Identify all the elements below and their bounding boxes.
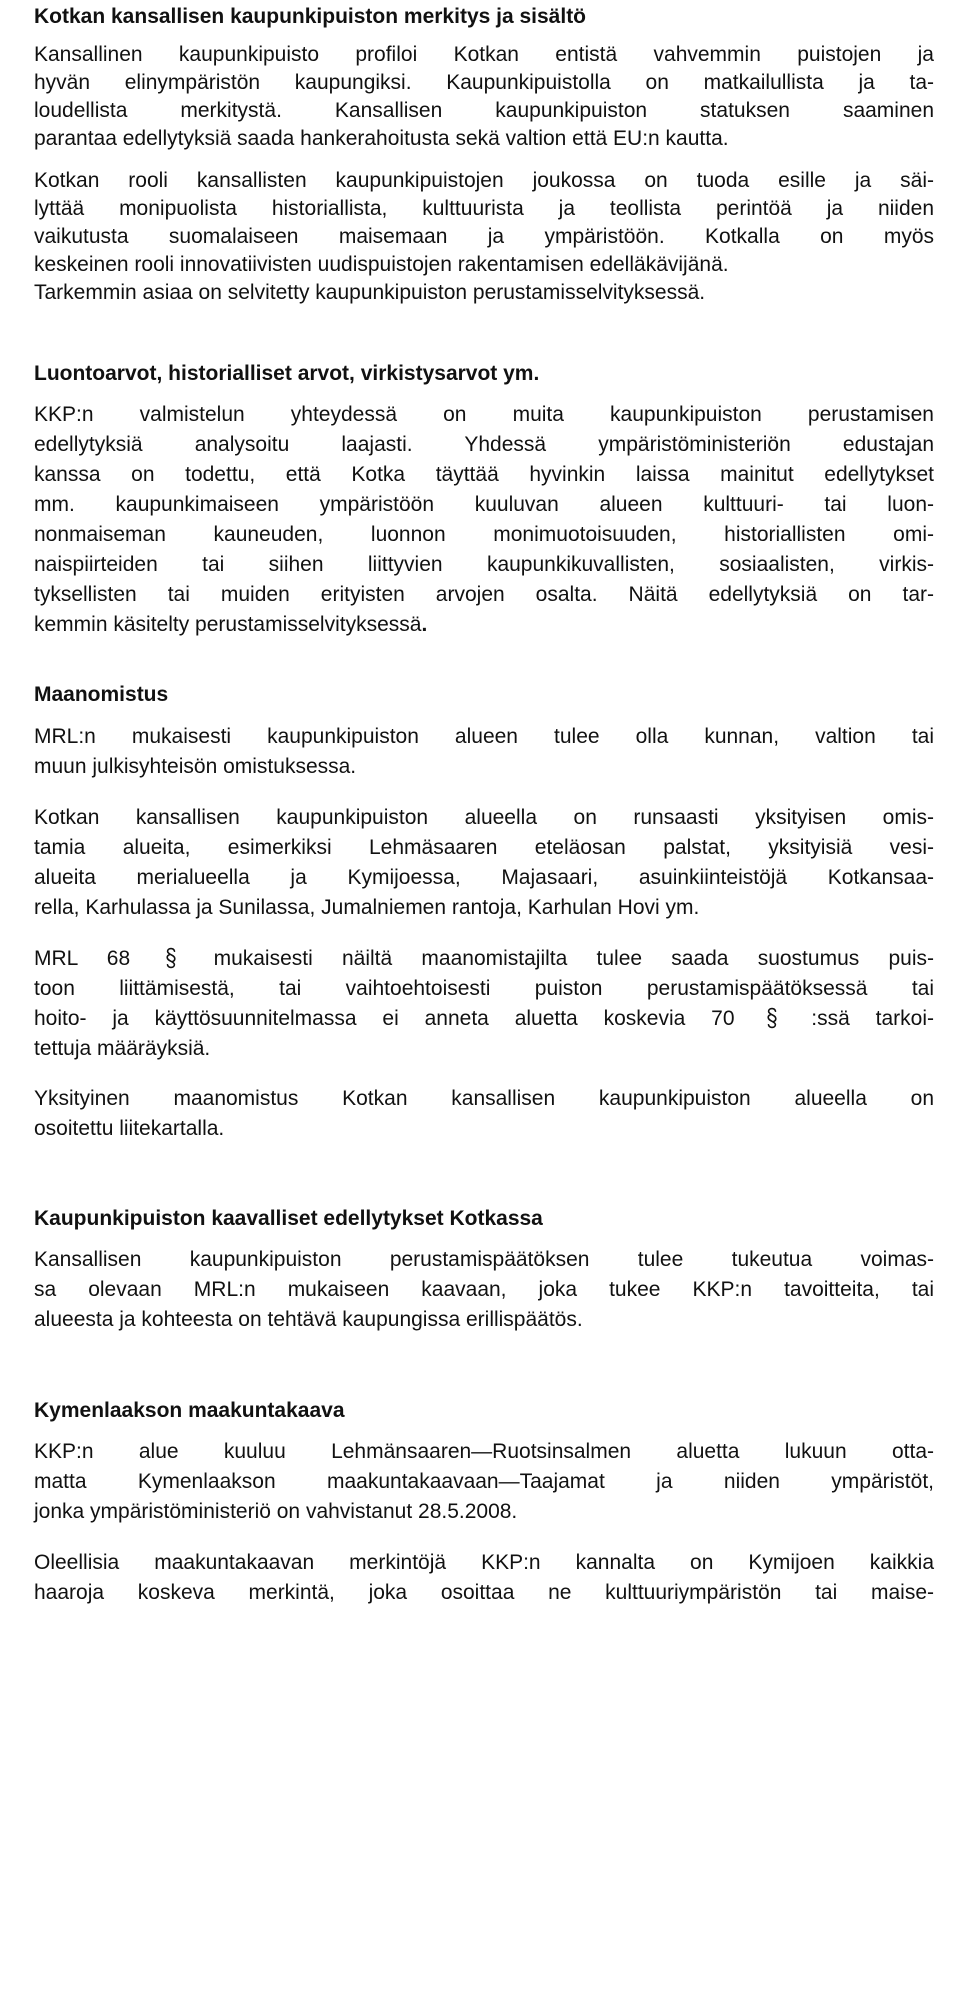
paragraph: [34, 167, 934, 307]
paragraph: [34, 1437, 934, 1527]
text-line: Kansallinen kaupunkipuisto profiloi Kotkan entistä vahvemmin puistojen ja: [34, 43, 934, 66]
section-heading: Maanomistus: [34, 683, 169, 706]
text-line: kanssa on todettu, että Kotka täyttää hyvinkin laissa mainitut edellytykset: [34, 463, 934, 486]
text-line: KKP:n alue kuuluu Lehmänsaaren—Ruotsinsalmen aluetta lukuun otta-: [34, 1440, 934, 1463]
section-heading: Kotkan kansallisen kaupunkipuiston merkitys ja sisältö: [34, 5, 587, 28]
text-line: edellytyksiä analysoitu laajasti. Yhdessä ympäristöministeriön edustajan: [34, 433, 934, 456]
text-line: Kotkan rooli kansallisten kaupunkipuistojen joukossa on tuoda esille ja säi-: [34, 169, 934, 192]
text-line: tamia alueita, esimerkiksi Lehmäsaaren eteläosan palstat, yksityisiä vesi-: [34, 836, 934, 859]
paragraph: [34, 944, 934, 1064]
paragraph: [34, 400, 934, 640]
text-line: vaikutusta suomalaiseen maisemaan ja ympäristöön. Kotkalla on myös: [34, 225, 934, 248]
text-line: mm. kaupunkimaiseen ympäristöön kuuluvan alueen kulttuuri- tai luon-: [34, 493, 934, 516]
text-line: Tarkemmin asiaa on selvitetty kaupunkipuiston perustamisselvityksessä.: [34, 281, 706, 304]
text-line: hyvän elinympäristön kaupungiksi. Kaupunkipuistolla on matkailullista ja ta-: [34, 71, 934, 94]
paragraph: [34, 803, 934, 923]
text-line: parantaa edellytyksiä saada hankerahoitusta sekä valtion että EU:n kautta.: [34, 127, 729, 150]
text-line: sa olevaan MRL:n mukaiseen kaavaan, joka tukee KKP:n tavoitteita, tai: [34, 1278, 934, 1301]
text-line: KKP:n valmistelun yhteydessä on muita kaupunkipuiston perustamisen: [34, 403, 934, 426]
paragraph: [34, 722, 934, 782]
text-line: muun julkisyhteisön omistuksessa.: [34, 755, 357, 778]
paragraph: [34, 1084, 934, 1144]
text-line-part: hoito- ja käyttösuunnitelmassa ei anneta aluetta koskevia 70: [34, 1007, 735, 1030]
text-line: osoitettu liitekartalla.: [34, 1117, 225, 1140]
text-line-part: :ssä tarkoi-: [811, 1007, 934, 1030]
text-line: nonmaiseman kauneuden, luonnon monimuotoisuuden, historiallisten omi-: [34, 523, 934, 546]
text-line: toon liittämisestä, tai vaihtoehtoisesti puiston perustamispäätöksessä tai: [34, 977, 934, 1000]
section-heading: Kaupunkipuiston kaavalliset edellytykset Kotkassa: [34, 1207, 543, 1230]
text-line: alueesta ja kohteesta on tehtävä kaupungissa erillispäätös.: [34, 1308, 583, 1331]
text-line: Kansallisen kaupunkipuiston perustamispäätöksen tulee tukeutua voimas-: [34, 1248, 934, 1271]
paragraph: [34, 41, 934, 153]
text-line: rella, Karhulassa ja Sunilassa, Jumalniemen rantoja, Karhulan Hovi ym.: [34, 896, 700, 919]
text-line: matta Kymenlaakson maakuntakaavaan—Taajamat ja niiden ympäristöt,: [34, 1470, 934, 1493]
text-line: Kotkan kansallisen kaupunkipuiston alueella on runsaasti yksityisen omis-: [34, 806, 934, 829]
text-line-part: mukaisesti näiltä maanomistajilta tulee saada suostumus puis-: [213, 947, 934, 970]
paragraph: [34, 1245, 934, 1335]
text-line: tettuja määräyksiä.: [34, 1037, 211, 1060]
text-line: alueita merialueella ja Kymijoessa, Majasaari, asuinkiinteistöjä Kotkansaa-: [34, 866, 934, 889]
paragraph: [34, 1548, 934, 1608]
text-line: MRL:n mukaisesti kaupunkipuiston alueen tulee olla kunnan, valtion tai: [34, 725, 934, 748]
end-period: .: [421, 613, 428, 636]
section-heading: Luontoarvot, historialliset arvot, virkistysarvot ym.: [34, 362, 540, 385]
text-line: naispiirteiden tai siihen liittyvien kaupunkikuvallisten, sosiaalisten, virkis-: [34, 553, 934, 576]
text-line: keskeinen rooli innovatiivisten uudispuistojen rakentamisen edelläkävijänä.: [34, 253, 729, 276]
section-sign-icon: [164, 947, 178, 969]
section-heading: Kymenlaakson maakuntakaava: [34, 1399, 345, 1422]
text-line: Yksityinen maanomistus Kotkan kansallisen kaupunkipuiston alueella on: [34, 1087, 934, 1110]
text-line: [34, 1004, 934, 1034]
text-line-part: MRL 68: [34, 947, 131, 970]
text-line: Oleellisia maakuntakaavan merkintöjä KKP:n kannalta on Kymijoen kaikkia: [34, 1551, 934, 1574]
text-line: [34, 610, 934, 640]
text-line: jonka ympäristöministeriö on vahvistanut 28.5.2008.: [34, 1500, 518, 1523]
text-line: loudellista merkitystä. Kansallisen kaupunkipuiston statuksen saaminen: [34, 99, 934, 122]
section-sign-icon: [765, 1007, 779, 1029]
text-line: haaroja koskeva merkintä, joka osoittaa ne kulttuuriympäristön tai maise-: [34, 1581, 934, 1604]
text-line: [34, 944, 934, 974]
text-line: lyttää monipuolista historiallista, kulttuurista ja teollista perintöä ja niiden: [34, 197, 934, 220]
text-line: tyksellisten tai muiden erityisten arvojen osalta. Näitä edellytyksiä on tar-: [34, 583, 934, 606]
text-line-part: kemmin käsitelty perustamisselvityksessä: [34, 613, 422, 636]
